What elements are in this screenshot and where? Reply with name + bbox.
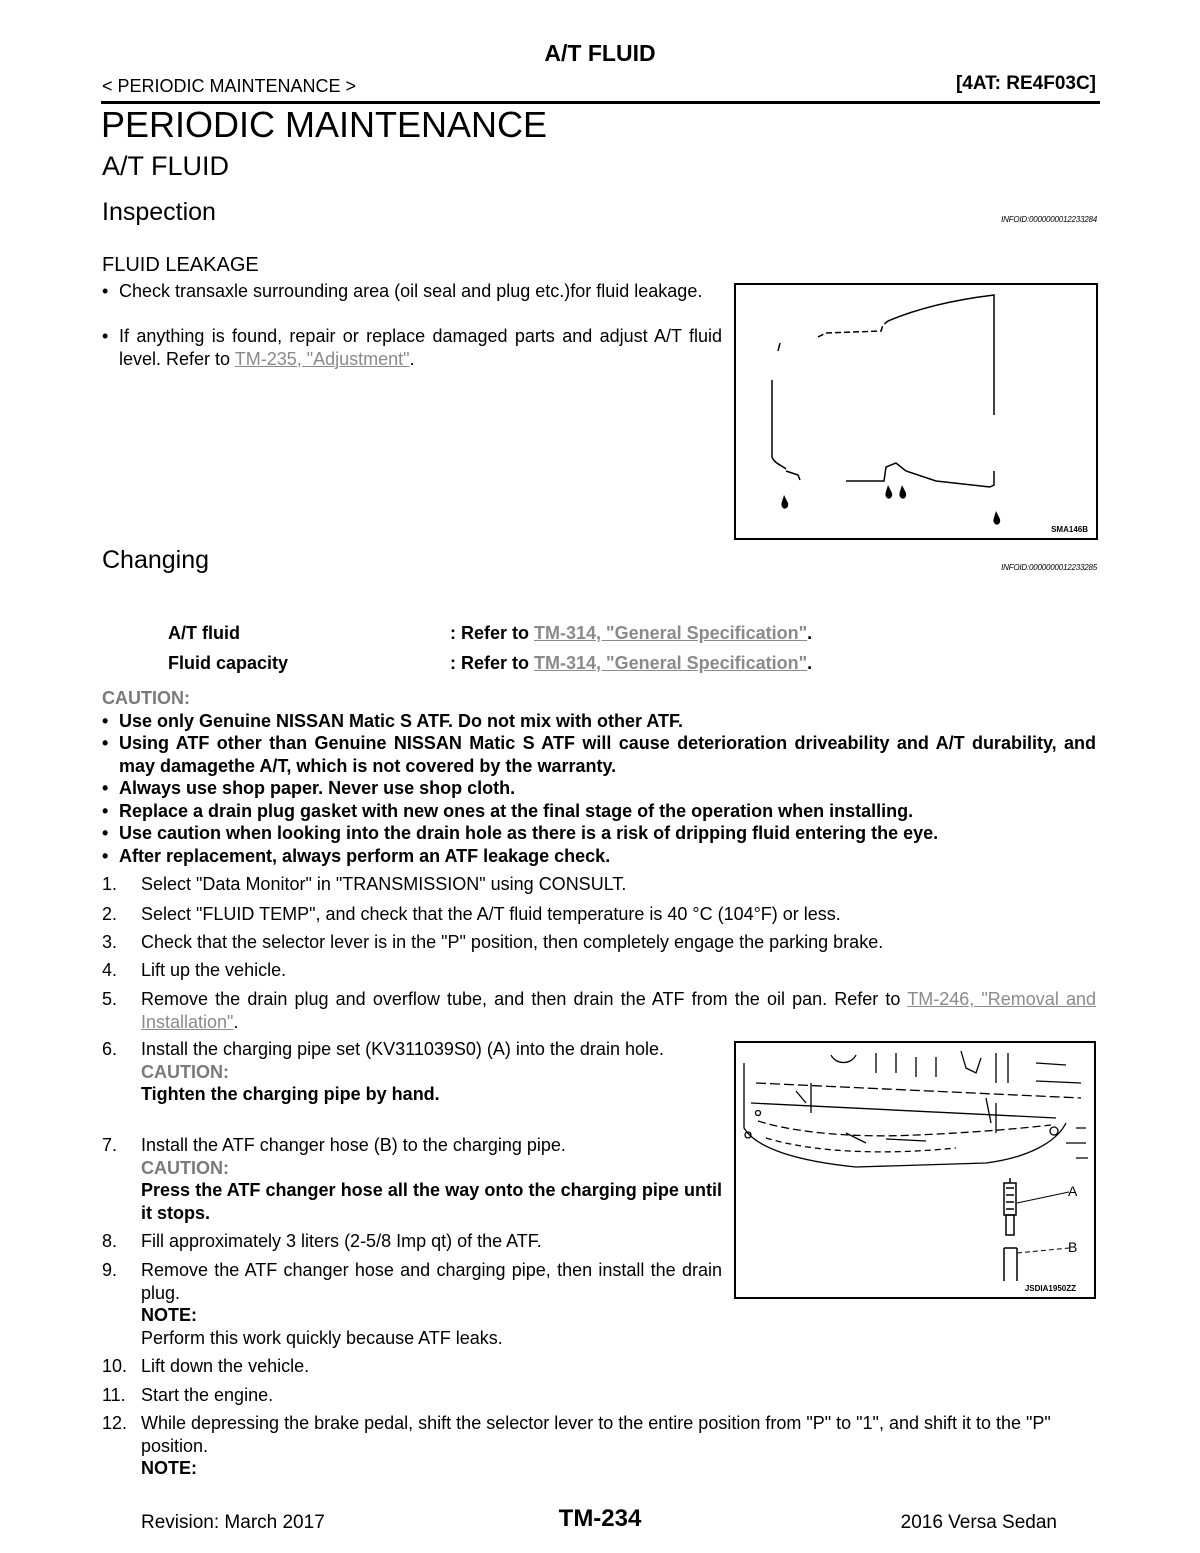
fluid-drop-icons [781, 485, 1000, 525]
procedure-step: 7. Install the ATF changer hose (B) to the charging pipe. CAUTION: Press the ATF changer hose all the way onto the charging pipe until it stops. [102, 1135, 722, 1223]
adjustment-link[interactable]: TM-235, "Adjustment" [234, 348, 410, 369]
charging-pipe-figure [734, 1041, 1096, 1299]
callout-a: A [1068, 1183, 1078, 1199]
document-title: A/T FLUID [544, 40, 656, 66]
transaxle-drawing [736, 285, 1096, 538]
bullet-icon: • [102, 326, 109, 346]
procedure-step: 9. Remove the ATF changer hose and charging pipe, then install the drain plug. NOTE: Perform this work quickly because ATF leaks. [102, 1260, 722, 1348]
step-note-label: NOTE: [141, 1458, 197, 1478]
caution-title: CAUTION: [102, 688, 190, 708]
figure-code: SMA146B [1051, 525, 1088, 534]
fluid-leakage-heading: FLUID LEAKAGE [102, 254, 259, 276]
inspection-bullet: • Check transaxle surrounding area (oil seal and plug etc.)for fluid leakage. [102, 281, 703, 301]
callout-b: B [1068, 1239, 1078, 1255]
procedure-step: 11. Start the engine. [102, 1385, 274, 1405]
caution-item: • Replace a drain plug gasket with new ones at the final stage of the operation when installing. [102, 801, 914, 821]
inspection-heading: Inspection [102, 198, 216, 226]
spec-label: A/T fluid [168, 623, 240, 643]
caution-item: • Always use shop paper. Never use shop cloth. [102, 778, 516, 798]
changing-heading: Changing [102, 546, 210, 574]
bullet-icon: • [102, 801, 109, 821]
step-caution-text: Press the ATF changer hose all the way onto the charging pipe until it stops. [141, 1180, 722, 1223]
procedure-step: 6. Install the charging pipe set (KV311039S0) (A) into the drain hole. CAUTION: Tighten the charging pipe by hand. [102, 1039, 664, 1104]
oil-pan-drawing [736, 1043, 1094, 1297]
step-caution-text: Tighten the charging pipe by hand. [141, 1084, 440, 1104]
changing-info-id: INFOID:0000000012233285 [1001, 563, 1097, 572]
footer-revision: Revision: March 2017 [141, 1512, 325, 1533]
spec-link[interactable]: TM-314, "General Specification" [534, 623, 808, 643]
spec-value: : Refer to TM-314, "General Specification". [450, 653, 813, 673]
changer-hose-icon [1004, 1248, 1017, 1281]
procedure-step: 3. Check that the selector lever is in the "P" position, then completely engage the parking brake. [102, 932, 884, 952]
model-code: [4AT: RE4F03C] [955, 73, 1096, 94]
bullet-icon: • [102, 823, 109, 843]
section-breadcrumb: < PERIODIC MAINTENANCE > [102, 76, 357, 96]
bullet-icon: • [102, 281, 109, 301]
step-caution-label: CAUTION: [141, 1061, 229, 1082]
procedure-step: 1. Select "Data Monitor" in "TRANSMISSION" using CONSULT. [102, 874, 627, 894]
bullet-icon: • [102, 733, 109, 753]
bullet-icon: • [102, 778, 109, 798]
bullet-icon: • [102, 846, 109, 866]
inspection-info-id: INFOID:0000000012233284 [1001, 215, 1097, 224]
procedure-step: 2. Select "FLUID TEMP", and check that the A/T fluid temperature is 40 °C (104°F) or less. [102, 904, 841, 924]
step-note-label: NOTE: [141, 1305, 197, 1325]
removal-installation-link[interactable]: TM-246, "Removal and Installation" [141, 989, 1096, 1032]
caution-item: • Use only Genuine NISSAN Matic S ATF. Do not mix with other ATF. [102, 711, 684, 731]
spec-label: Fluid capacity [168, 653, 289, 673]
section-heading: PERIODIC MAINTENANCE [101, 104, 548, 145]
caution-item: • Use caution when looking into the drain hole as there is a risk of dripping fluid entering the eye. [102, 823, 939, 843]
spec-value: : Refer to TM-314, "General Specification". [450, 623, 813, 643]
charging-pipe-icon [1004, 1178, 1016, 1235]
procedure-step: 10. Lift down the vehicle. [102, 1356, 310, 1376]
caution-item: • Using ATF other than Genuine NISSAN Matic S ATF will cause deterioration driveability and A/T durability, and may damagethe A/T, which is not covered by the warranty. [102, 733, 1096, 776]
subsection-heading: A/T FLUID [102, 151, 230, 181]
procedure-step: 8. Fill approximately 3 liters (2-5/8 Imp qt) of the ATF. [102, 1231, 542, 1251]
step-note-text: Perform this work quickly because ATF leaks. [141, 1327, 503, 1348]
spec-link[interactable]: TM-314, "General Specification" [534, 653, 808, 673]
procedure-step: 5. Remove the drain plug and overflow tube, and then drain the ATF from the oil pan. Refer to TM-246, "Removal and Installation". [102, 989, 1096, 1032]
step-caution-label: CAUTION: [141, 1157, 229, 1178]
bullet-icon: • [102, 711, 109, 731]
inspection-bullet: • If anything is found, repair or replace damaged parts and adjust A/T fluid level. Refer to TM-235, "Adjustment". [102, 326, 722, 369]
figure-code: JSDIA1950ZZ [1024, 1284, 1076, 1293]
footer-page-number: TM-234 [558, 1505, 642, 1532]
fluid-leak-figure [734, 283, 1098, 540]
caution-item: • After replacement, always perform an ATF leakage check. [102, 846, 611, 866]
footer-model: 2016 Versa Sedan [900, 1512, 1057, 1533]
procedure-step: 12. While depressing the brake pedal, shift the selector lever to the entire position from "P" to "1", and shift it to the "P" position. NOTE: [102, 1413, 1051, 1478]
procedure-step: 4. Lift up the vehicle. [102, 960, 287, 980]
